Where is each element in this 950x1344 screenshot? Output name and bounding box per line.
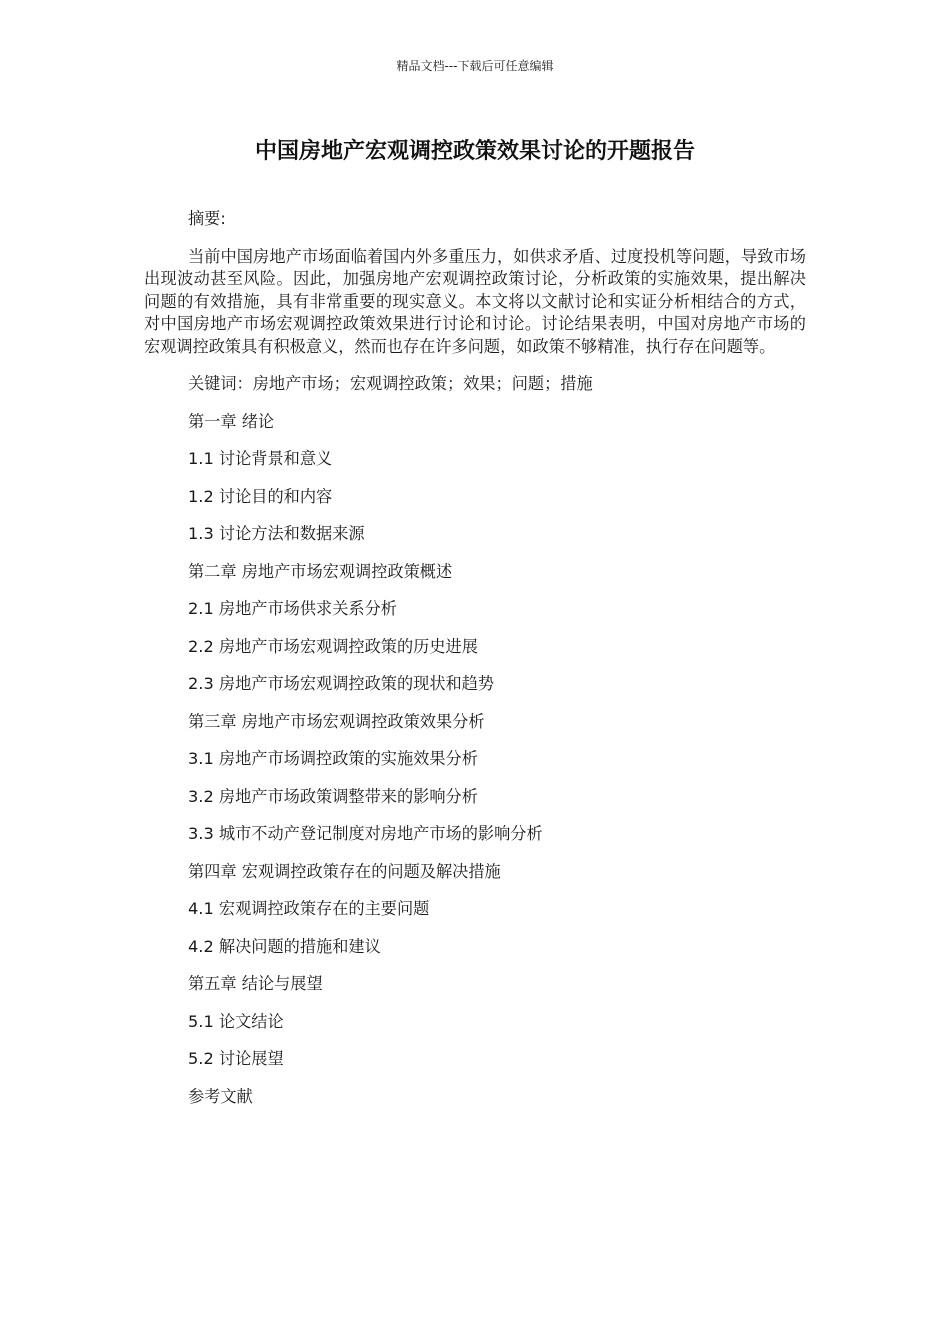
document-title: 中国房地产宏观调控政策效果讨论的开题报告 xyxy=(254,139,695,164)
page-header: 精品文档---下载后可任意编辑 xyxy=(396,59,554,73)
toc-item: 第二章 房地产市场宏观调控政策概述 xyxy=(188,561,453,581)
toc-item: 3.2 房地产市场政策调整带来的影响分析 xyxy=(188,786,478,806)
document-body xyxy=(144,208,806,1123)
toc-item: 2.3 房地产市场宏观调控政策的现状和趋势 xyxy=(188,674,495,693)
toc-item: 1.1 讨论背景和意义 xyxy=(188,449,333,468)
abstract-body: 当前中国房地产市场面临着国内外多重压力，如供求矛盾、过度投机等问题，导致市场出现波动甚至风险。因此，加强房地产宏观调控政策讨论，分析政策的实施效果，提出解决问题的有效措施，具有非常重要的现实意义。本文将以文献讨论和实证分析相结合的方式，对中国房地产市场宏观调控政策效果进行讨论和讨论。讨论结果表明，中国对房地产市场的宏观调控政策具有积极意义，然而也存在许多问题，如政策不够精准，执行存在问题等。 xyxy=(144,246,806,356)
table-of-contents xyxy=(144,411,806,1124)
toc-item: 2.1 房地产市场供求关系分析 xyxy=(188,599,397,618)
toc-item: 第五章 结论与展望 xyxy=(188,974,323,993)
toc-item: 4.2 解决问题的措施和建议 xyxy=(188,936,381,956)
toc-item: 3.1 房地产市场调控政策的实施效果分析 xyxy=(188,749,478,768)
keywords: 关键词：房地产市场；宏观调控政策；效果；问题；措施 xyxy=(188,374,593,393)
toc-item: 2.2 房地产市场宏观调控政策的历史进展 xyxy=(188,636,478,656)
toc-item: 1.2 讨论目的和内容 xyxy=(188,486,333,506)
toc-item: 5.2 讨论展望 xyxy=(188,1049,284,1068)
toc-item: 1.3 讨论方法和数据来源 xyxy=(188,524,365,543)
toc-item: 5.1 论文结论 xyxy=(188,1011,284,1031)
toc-item: 第四章 宏观调控政策存在的问题及解决措施 xyxy=(188,861,501,881)
toc-item: 第一章 绪论 xyxy=(188,411,275,431)
toc-item: 4.1 宏观调控政策存在的主要问题 xyxy=(188,899,430,918)
toc-item: 3.3 城市不动产登记制度对房地产市场的影响分析 xyxy=(188,824,543,843)
abstract-label: 摘要: xyxy=(188,209,226,228)
toc-item: 参考文献 xyxy=(188,1086,253,1106)
toc-item: 第三章 房地产市场宏观调控政策效果分析 xyxy=(188,711,485,731)
